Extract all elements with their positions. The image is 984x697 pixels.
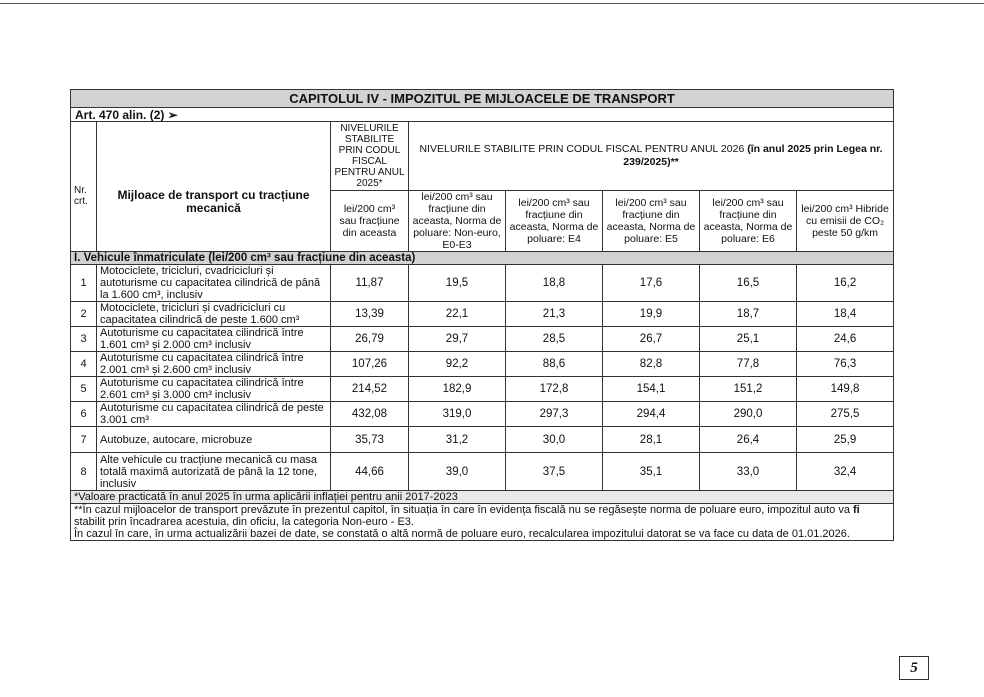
row-value: 16,2 xyxy=(797,265,894,302)
table-row xyxy=(71,352,894,377)
row-nr: 8 xyxy=(71,453,97,491)
row-value: 29,7 xyxy=(409,327,506,352)
row-value: 44,66 xyxy=(331,453,409,491)
section-row xyxy=(71,252,894,265)
footnote-3: În cazul în care, în urma actualizării bazei de date, se constată o altă normă de poluare euro, recalcularea impozitului datorat se va face cu data de 01.01.2026. xyxy=(74,528,850,540)
table-row xyxy=(71,453,894,491)
header-main: Mijloace de transport cu tracțiune mecanică xyxy=(97,122,331,252)
page-number: 5 xyxy=(899,656,929,680)
chapter-row xyxy=(71,90,894,108)
header-sub-e6: lei/200 cm³ sau fracțiune din aceasta, Norma de poluare: E6 xyxy=(700,191,797,252)
row-nr: 1 xyxy=(71,265,97,302)
row-value: 107,26 xyxy=(331,352,409,377)
row-value: 37,5 xyxy=(506,453,603,491)
arrow-right-icon: ➢ xyxy=(167,107,178,122)
row-value: 88,6 xyxy=(506,352,603,377)
row-value: 82,8 xyxy=(603,352,700,377)
header-group-title: NIVELURILE STABILITE PRIN CODUL FISCAL PENTRU ANUL 2026 xyxy=(419,143,745,155)
table-row xyxy=(71,265,894,302)
row-value: 214,52 xyxy=(331,377,409,402)
row-value: 26,7 xyxy=(603,327,700,352)
row-value: 16,5 xyxy=(700,265,797,302)
row-value: 30,0 xyxy=(506,427,603,453)
row-value: 172,8 xyxy=(506,377,603,402)
footnote-2 xyxy=(71,504,894,541)
row-value: 22,1 xyxy=(409,302,506,327)
header-sub-non-euro: lei/200 cm³ sau fracțiune din aceasta, Norma de poluare: Non-euro, E0-E3 xyxy=(409,191,506,252)
row-nr: 4 xyxy=(71,352,97,377)
row-nr: 2 xyxy=(71,302,97,327)
header-sub-e4: lei/200 cm³ sau fracțiune din aceasta, Norma de poluare: E4 xyxy=(506,191,603,252)
row-value: 28,5 xyxy=(506,327,603,352)
table-row xyxy=(71,377,894,402)
footnote-row-2 xyxy=(71,504,894,541)
row-value: 24,6 xyxy=(797,327,894,352)
row-value: 17,6 xyxy=(603,265,700,302)
row-value: 77,8 xyxy=(700,352,797,377)
row-desc: Autoturisme cu capacitatea cilindrică de peste 3.001 cm³ xyxy=(97,402,331,427)
row-value: 18,7 xyxy=(700,302,797,327)
header-group-title-bold: (în anul 2025 prin Legea nr. 239/2025)** xyxy=(623,143,883,168)
row-value: 275,5 xyxy=(797,402,894,427)
row-value: 31,2 xyxy=(409,427,506,453)
row-value: 35,73 xyxy=(331,427,409,453)
row-value: 19,9 xyxy=(603,302,700,327)
row-value: 26,79 xyxy=(331,327,409,352)
header-nr: Nr. crt. xyxy=(71,122,97,252)
row-value: 18,8 xyxy=(506,265,603,302)
article-row xyxy=(71,108,894,122)
header-base-title: NIVELURILE STABILITE PRIN CODUL FISCAL PENTRU ANUL 2025* xyxy=(331,122,409,191)
row-value: 13,39 xyxy=(331,302,409,327)
header-sub-e5: lei/200 cm³ sau fracțiune din aceasta, Norma de poluare: E5 xyxy=(603,191,700,252)
row-desc: Autobuze, autocare, microbuze xyxy=(97,427,331,453)
row-desc: Autoturisme cu capacitatea cilindrică între 1.601 cm³ și 2.000 cm³ inclusiv xyxy=(97,327,331,352)
header-sub-hybrid: lei/200 cm³ Hibride cu emisii de CO₂ peste 50 g/km xyxy=(797,191,894,252)
row-value: 33,0 xyxy=(700,453,797,491)
header-base-unit: lei/200 cm³ sau fracțiune din aceasta xyxy=(331,191,409,252)
row-value: 18,4 xyxy=(797,302,894,327)
footnote-2-part-b: stabilit prin încadrarea acestuia, din oficiu, la categoria Non-euro - E3. xyxy=(74,516,414,528)
footnote-2-bold: fi xyxy=(853,504,860,516)
row-value: 182,9 xyxy=(409,377,506,402)
row-value: 154,1 xyxy=(603,377,700,402)
row-nr: 7 xyxy=(71,427,97,453)
row-value: 11,87 xyxy=(331,265,409,302)
row-value: 149,8 xyxy=(797,377,894,402)
row-desc: Autoturisme cu capacitatea cilindrică între 2.001 cm³ și 2.600 cm³ inclusiv xyxy=(97,352,331,377)
table-row xyxy=(71,427,894,453)
row-value: 25,1 xyxy=(700,327,797,352)
row-nr: 6 xyxy=(71,402,97,427)
article-ref: Art. 470 alin. (2) xyxy=(75,107,165,122)
row-value: 39,0 xyxy=(409,453,506,491)
header-group-2026 xyxy=(409,122,894,191)
row-value: 319,0 xyxy=(409,402,506,427)
row-desc: Alte vehicule cu tracțiune mecanică cu masa totală maximă autorizată de până la 12 tone, inclusiv xyxy=(97,453,331,491)
footnote-row-1 xyxy=(71,491,894,504)
row-value: 294,4 xyxy=(603,402,700,427)
row-value: 19,5 xyxy=(409,265,506,302)
row-desc: Motociclete, tricicluri și cvadricicluri cu capacitatea cilindrică de peste 1.600 cm³ xyxy=(97,302,331,327)
table-row xyxy=(71,402,894,427)
row-value: 432,08 xyxy=(331,402,409,427)
row-value: 21,3 xyxy=(506,302,603,327)
tax-table xyxy=(70,89,894,541)
row-value: 28,1 xyxy=(603,427,700,453)
row-nr: 5 xyxy=(71,377,97,402)
footnote-2-part-a: **În cazul mijloacelor de transport prevăzute în prezentul capitol, în situația în care în evidența fiscală nu se regăsește norma de poluare euro, impozitul auto va xyxy=(74,504,850,516)
row-value: 92,2 xyxy=(409,352,506,377)
table-row xyxy=(71,302,894,327)
chapter-title: CAPITOLUL IV - IMPOZITUL PE MIJLOACELE DE TRANSPORT xyxy=(71,90,894,108)
row-value: 32,4 xyxy=(797,453,894,491)
row-value: 151,2 xyxy=(700,377,797,402)
row-value: 76,3 xyxy=(797,352,894,377)
row-nr: 3 xyxy=(71,327,97,352)
top-border-line xyxy=(0,3,984,4)
row-value: 35,1 xyxy=(603,453,700,491)
row-desc: Motociclete, tricicluri, cvadricicluri și autoturisme cu capacitatea cilindrică de până la 1.600 cm³, inclusiv xyxy=(97,265,331,302)
row-value: 26,4 xyxy=(700,427,797,453)
row-value: 297,3 xyxy=(506,402,603,427)
document-table-container xyxy=(70,89,893,541)
table-row xyxy=(71,327,894,352)
row-value: 290,0 xyxy=(700,402,797,427)
header-row-1 xyxy=(71,122,894,191)
row-desc: Autoturisme cu capacitatea cilindrică între 2.601 cm³ și 3.000 cm³ inclusiv xyxy=(97,377,331,402)
row-value: 25,9 xyxy=(797,427,894,453)
footnote-1: *Valoare practicată în anul 2025 în urma aplicării inflației pentru anii 2017-2023 xyxy=(71,491,894,504)
section-title: I. Vehicule înmatriculate (lei/200 cm³ sau fracțiune din aceasta) xyxy=(71,252,894,265)
